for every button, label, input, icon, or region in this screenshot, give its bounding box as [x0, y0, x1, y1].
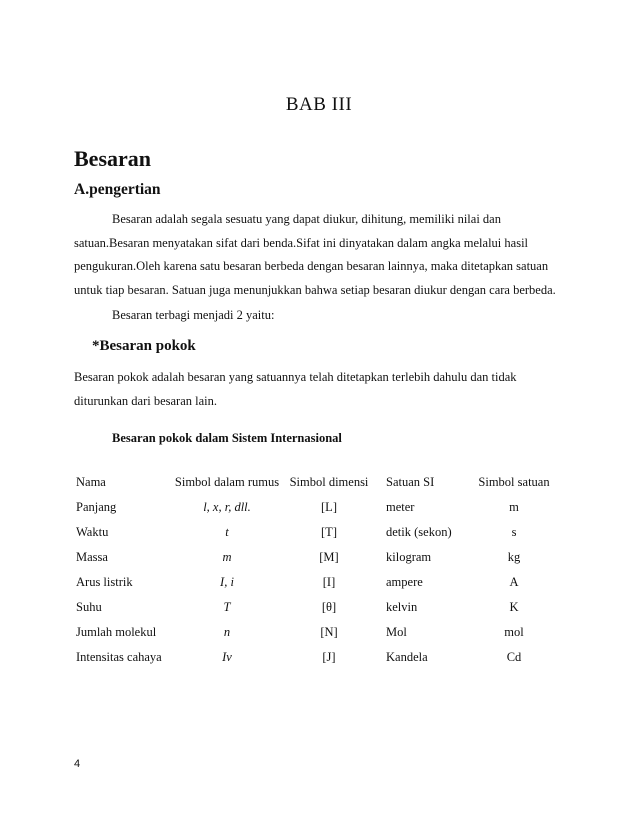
cell-nama: Waktu	[76, 525, 109, 539]
cell-simbol-satuan: mol	[504, 625, 524, 639]
table-row	[76, 645, 560, 670]
page-title: Besaran	[74, 146, 151, 171]
paragraph-line: Besaran adalah segala sesuatu yang dapat diukur, dihitung, memiliki nilai dan	[112, 212, 501, 226]
cell-simbol-rumus: m	[222, 550, 232, 564]
cell-nama: Panjang	[76, 500, 117, 514]
cell-satuan-si: kelvin	[386, 600, 418, 614]
table-caption: Besaran pokok dalam Sistem Internasional	[112, 431, 342, 445]
cell-simbol-satuan: m	[509, 500, 519, 514]
chapter-heading: BAB III	[285, 94, 353, 115]
paragraph-line: satuan.Besaran menyatakan sifat dari benda.Sifat ini dinyatakan dalam angka melalui hasil	[74, 235, 529, 250]
header-cell: Simbol dalam rumus	[174, 475, 280, 489]
division-paragraph: Besaran terbagi menjadi 2 yaitu:	[112, 308, 275, 322]
cell-simbol-dimensi: [I]	[322, 575, 336, 589]
table-header-row	[76, 470, 560, 495]
table-row	[76, 595, 560, 620]
table-row	[76, 620, 560, 645]
cell-simbol-rumus: Iv	[222, 650, 232, 664]
cell-nama: Suhu	[76, 600, 102, 614]
cell-satuan-si: Mol	[386, 625, 407, 639]
cell-simbol-dimensi: [N]	[320, 625, 338, 639]
cell-nama: Arus listrik	[76, 575, 133, 589]
cell-simbol-rumus: n	[223, 625, 231, 639]
table-row	[76, 495, 560, 520]
header-cell: Satuan SI	[386, 475, 435, 489]
header-cell: Simbol satuan	[478, 475, 550, 489]
section-heading: *Besaran pokok	[92, 338, 196, 354]
cell-simbol-satuan: s	[511, 525, 517, 539]
cell-satuan-si: kilogram	[386, 550, 432, 564]
si-units-table	[76, 470, 560, 670]
cell-simbol-satuan: K	[509, 600, 519, 614]
cell-satuan-si: meter	[386, 500, 415, 514]
table-row	[76, 570, 560, 595]
cell-simbol-dimensi: [M]	[319, 550, 339, 564]
cell-simbol-rumus: T	[223, 600, 231, 614]
cell-simbol-dimensi: [θ]	[321, 600, 337, 614]
cell-simbol-rumus: t	[225, 525, 229, 539]
cell-satuan-si: Kandela	[386, 650, 428, 664]
paragraph-line: Besaran pokok adalah besaran yang satuannya telah ditetapkan terlebih dahulu dan tidak	[74, 370, 517, 384]
cell-simbol-satuan: A	[509, 575, 519, 589]
table-row	[76, 520, 560, 545]
header-cell: Simbol dimensi	[289, 475, 369, 489]
cell-simbol-rumus: I, i	[220, 575, 234, 589]
table-row	[76, 545, 560, 570]
definition-paragraph	[74, 208, 574, 302]
cell-simbol-satuan: Cd	[506, 650, 522, 664]
cell-simbol-dimensi: [L]	[321, 500, 337, 514]
cell-simbol-rumus: l, x, r, dll.	[203, 500, 251, 514]
cell-simbol-dimensi: [J]	[322, 650, 336, 664]
paragraph-line: untuk tiap besaran. Satuan juga menunjukkan bahwa setiap besaran diukur dengan cara berbeda.	[74, 282, 556, 297]
cell-simbol-dimensi: [T]	[321, 525, 337, 539]
page-number: 4	[74, 758, 81, 770]
paragraph-line: diturunkan dari besaran lain.	[74, 393, 218, 408]
cell-simbol-satuan: kg	[507, 550, 521, 564]
cell-nama: Jumlah molekul	[76, 625, 157, 639]
besaran-pokok-paragraph	[74, 366, 574, 413]
paragraph-line: pengukuran.Oleh karena satu besaran berbeda dengan besaran lainnya, maka ditetapkan satuan	[74, 259, 549, 273]
cell-satuan-si: detik (sekon)	[386, 525, 452, 539]
section-subtitle: A.pengertian	[74, 181, 161, 198]
cell-nama: Intensitas cahaya	[76, 650, 162, 664]
cell-nama: Massa	[76, 550, 108, 564]
cell-satuan-si: ampere	[386, 575, 423, 589]
header-cell: Nama	[76, 475, 106, 489]
